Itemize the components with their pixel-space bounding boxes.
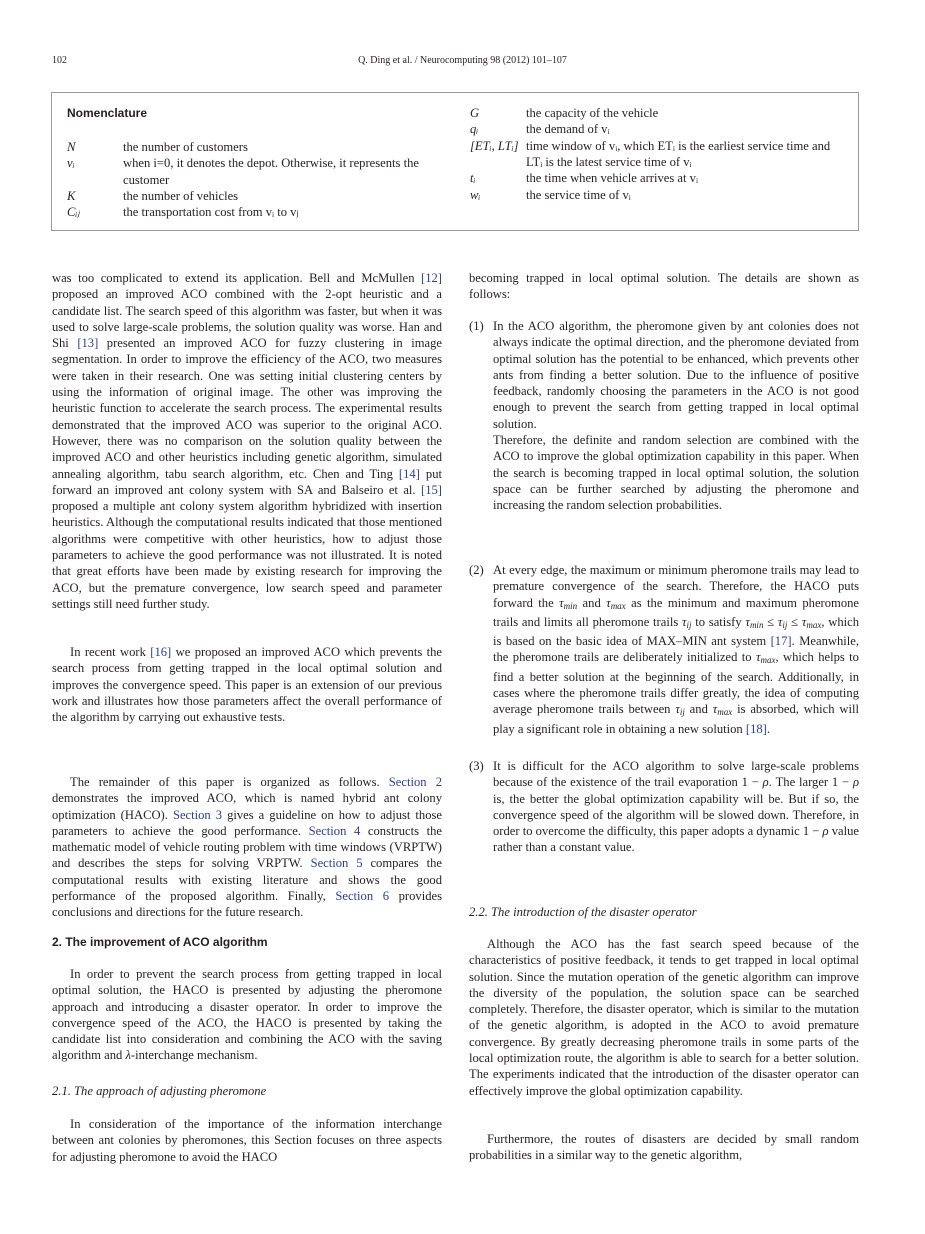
running-title: Q. Ding et al. / Neurocomputing 98 (2012) 101–107 [358, 55, 567, 66]
math-base: τ [777, 614, 783, 629]
text-run: gives a guideline on how to adjust those parameters to achieve the good performance. [52, 807, 443, 838]
reference-link[interactable]: [18] [745, 721, 767, 736]
math-base: ρ [822, 824, 829, 839]
symbol: wᵢ [470, 187, 481, 202]
paragraph [52, 966, 442, 1064]
paragraph [469, 936, 859, 1099]
list-item [469, 318, 859, 514]
math-base: ρ [852, 775, 859, 790]
nomenclature-title: Nomenclature [67, 106, 148, 120]
reference-link[interactable]: [17] [770, 634, 792, 649]
nomenclature-box [51, 92, 859, 231]
text-run: . [766, 721, 771, 736]
reference-link[interactable]: [13] [77, 336, 99, 351]
nomenclature-entry [470, 187, 846, 203]
list-item [469, 562, 859, 737]
math-symbol [745, 615, 763, 629]
text-run: to satisfy [691, 614, 746, 629]
list-number: (3) [469, 759, 484, 773]
reference-link[interactable]: Section 4 [308, 823, 361, 838]
paragraph [52, 774, 442, 921]
text-run: ≤ [763, 614, 778, 629]
reference-link[interactable]: [12] [421, 271, 442, 285]
text-run: It is difficult for the ACO algorithm to solve large-scale problems because of the existence of the trail evaporation 1 − [493, 759, 859, 790]
list-text [493, 758, 859, 856]
reference-link[interactable]: Section 3 [172, 807, 223, 822]
math-base: ρ [762, 775, 769, 790]
math-base: τ [745, 614, 750, 629]
nomenclature-entry [67, 204, 443, 220]
symbol: G [470, 106, 480, 120]
text-run: Although the ACO has the fast search speed because of the characteristics of positive feedback, it tends to get trapped in local optimal solution. Since the mutation operation of the genetic algorithm can improve the diversity of the population, the solution space can be searched completely. Therefore, the disaster operator, which is similar to the mutation of the genetic algorithm, is adopted in the ACO to avoid premature convergence. By greatly decreasing pheromone trails in some parts of the local optimization route, the algorithm is able to search for a better solution. The experiments indicated that the introduction of the disaster operator can effectively improve the global optimization capability. [469, 937, 859, 1098]
symbol: vᵢ [67, 156, 75, 171]
text-run: is absorbed, which will play a significant role in obtaining a new solution [493, 702, 859, 736]
subsection-heading: 2.1. The approach of adjusting pheromone [52, 1084, 267, 1098]
text-run: and [577, 595, 607, 610]
reference-link[interactable]: Section 2 [388, 775, 442, 789]
text-run: constructs the mathematic model of vehicle routing problem with time windows (VRPTW) and describes the steps for solving VRPTW. [52, 823, 442, 871]
paragraph [469, 270, 859, 303]
text-run: In recent work [70, 645, 151, 659]
text-run: , which is based on the basic idea of MAX–MIN ant system [493, 614, 860, 649]
math-symbol [675, 702, 685, 716]
nomenclature-entry [470, 138, 846, 171]
text-run: In the ACO algorithm, the pheromone given by ant colonies does not always indicate the optimal direction, and the pheromone deviated from optimal solution has the potential to be enhanced, which prevents other ants from finding a better solution. Due to the influence of positive feedback, randomly choosing the parameters in the ACO is not good enough to prevent the search from getting trapped in local optimal solution. [493, 319, 859, 431]
text-run: . The larger 1 − [768, 775, 853, 790]
section-heading: 2. The improvement of ACO algorithm [52, 935, 268, 949]
math-base: λ [125, 1048, 131, 1063]
math-subscript: max [717, 707, 733, 718]
definition: the demand of vᵢ [526, 122, 610, 137]
definition: the capacity of the vehicle [526, 106, 659, 120]
text-run: In consideration of the importance of the information interchange between ant colonies by pheromones, this Section focuses on three aspects for adjusting pheromone to avoid the HACO [52, 1117, 442, 1164]
math-base: τ [606, 595, 611, 610]
page-number: 102 [52, 55, 67, 66]
paragraph [52, 644, 442, 725]
text-run: ≤ [787, 614, 802, 629]
nomenclature-entry [470, 170, 846, 186]
paragraph [52, 270, 442, 612]
math-base: τ [675, 702, 680, 717]
paragraph [469, 1131, 859, 1164]
text-run: At every edge, the maximum or minimum pheromone trails may lead to premature convergence of the search. Therefore, the HACO puts forward the [493, 563, 859, 610]
reference-link[interactable]: Section 6 [335, 889, 390, 904]
math-symbol [853, 775, 859, 789]
definition: the service time of vᵢ [526, 187, 631, 202]
nomenclature-entry [67, 155, 443, 188]
subsection-heading: 2.2. The introduction of the disaster operator [469, 905, 697, 919]
math-subscript: max [610, 600, 626, 611]
math-subscript: ij [679, 707, 685, 718]
nomenclature-entry [470, 121, 846, 137]
symbol: N [67, 140, 76, 154]
definition: when i=0, it denotes the depot. Otherwise, it represents the customer [123, 156, 419, 187]
list-item [469, 758, 859, 856]
text-run: value rather than a constant value. [493, 824, 860, 855]
reference-link[interactable]: [14] [398, 466, 420, 481]
math-symbol [802, 615, 822, 629]
math-symbol [559, 596, 577, 610]
text-run: Furthermore, the routes of disasters are decided by small random probabilities in a similar way to the genetic algorithm, [469, 1132, 859, 1163]
nomenclature-entry [67, 188, 443, 204]
list-text [493, 432, 859, 513]
reference-link[interactable]: [15] [421, 482, 442, 497]
math-symbol [606, 596, 626, 610]
reference-link[interactable]: [16] [150, 645, 172, 659]
math-base: τ [559, 595, 564, 610]
text-run: Therefore, the definite and random selection are combined with the ACO to improve the global optimization capability in this paper. When the search is becoming trapped in local optimal solution, the solution space can be further searched by adjusting the pheromone and increasing the random selection probabilities. [493, 433, 859, 513]
math-base: τ [755, 650, 761, 665]
paragraph [52, 1116, 442, 1165]
definition: the number of vehicles [123, 188, 239, 203]
text-run: proposed an improved ACO combined with the 2-opt heuristic and a candidate list. The search speed of this algorithm was faster, but when it was used to solve large-scale problems, the solution quality was worse. Han and Shi [52, 287, 442, 351]
symbol: K [67, 188, 76, 203]
text-run: as the minimum and maximum pheromone trails and limits all pheromone trails [493, 595, 860, 629]
math-base: τ [712, 702, 718, 717]
math-symbol [756, 650, 776, 664]
math-base: τ [681, 614, 687, 629]
math-subscript: min [563, 600, 578, 611]
math-base: τ [801, 614, 807, 629]
text-run: In order to prevent the search process from getting trapped in local optimal solution, the HACO is presented by adjusting the pheromone approach and introducing a disaster operator. In order to improve the convergence speed of the ACO, the HACO is presented by taking the candidate list into consideration and combining the ACO with the saving algorithm and [52, 967, 442, 1063]
nomenclature-entry [470, 105, 846, 121]
text-run: demonstrates the improved ACO, which is named hybrid ant colony optimization (HACO). [52, 791, 442, 822]
math-symbol [778, 615, 788, 629]
text-run: we proposed an improved ACO which prevents the search process from getting trapped in the local optimal solution and improves the convergence speed. This paper is an extension of our previous work and illustrates how those parameters affect the overall performance of the algorithm by carrying out exhaustive tests. [52, 645, 442, 725]
definition: the number of customers [123, 140, 248, 154]
definition: time window of vᵢ, which ETᵢ is the earliest service time and LTᵢ is the latest service time of vᵢ [526, 138, 831, 169]
list-number: (2) [469, 563, 484, 577]
nomenclature-entry [67, 139, 443, 155]
symbol: qᵢ [470, 122, 479, 137]
text-run: proposed a multiple ant colony system algorithm hybridized with insertion heuristics. Although the computational results indicated that those mentioned algorithms were competitive with other heuristics, how to adjust those parameters to achieve the good performance was not illustrated. It is noted that great efforts have been made by existing research for improving the ACO, but the premature convergence, low search speed and parameter settings still need further study. [52, 499, 442, 611]
math-subscript: max [760, 655, 776, 666]
text-run: , which helps to find a better solution at the beginning of the search. Additionally, in cases where the pheromone trails differ greatly, the idea of computing average pheromone trails between [493, 650, 859, 717]
definition: the time when vehicle arrives at vᵢ [526, 171, 699, 186]
text-run: The remainder of this paper is organized as follows. [70, 775, 389, 789]
text-run: put forward an improved ant colony system with SA and Balseiro et al. [52, 466, 443, 497]
math-symbol [713, 702, 733, 716]
math-subscript: ij [686, 619, 692, 630]
math-subscript: max [806, 619, 822, 630]
text-run: provides conclusions and directions for the future research. [52, 889, 442, 920]
math-subscript: min [749, 619, 764, 630]
text-run: and [684, 702, 713, 717]
list-text [493, 318, 859, 432]
text-run: was too complicated to extend its application. Bell and McMullen [52, 271, 422, 285]
text-run: presented an improved ACO for fuzzy clustering in image segmentation. In order to improve the efficiency of the ACO, two measures were taken in their research. One was setting initial clustering centers by using the information of original image. The other was improving the heuristic function to accelerate the search process. The experimental results demonstrated that the improved ACO was superior to the original ACO. However, there was no comparison on the solution quality between the improved ACO and other heuristics including genetic algorithm, simulated annealing algorithm, tabu search algorithm, etc. Chen and Ting [52, 336, 442, 481]
text-run: . Meanwhile, the pheromone trails are deliberately initialized to [493, 634, 859, 665]
symbol: Cᵢⱼ [67, 205, 80, 220]
text-run: is, the better the global optimization capability will be. But if so, the convergence speed of the algorithm will be slowed down. Therefore, in order to overcome the difficulty, this paper adopts a dynamic 1 − [493, 791, 859, 839]
symbol: tᵢ [470, 171, 476, 186]
list-number: (1) [469, 319, 484, 333]
list-text [493, 562, 859, 737]
symbol: [ETᵢ, LTᵢ] [470, 138, 519, 153]
text-run: becoming trapped in local optimal solution. The details are shown as follows: [469, 271, 859, 302]
text-run: -interchange mechanism. [130, 1048, 258, 1063]
definition: the transportation cost from vᵢ to vⱼ [123, 205, 299, 220]
reference-link[interactable]: Section 5 [310, 856, 363, 871]
math-subscript: ij [782, 619, 788, 630]
math-symbol [682, 615, 692, 629]
text-run: compares the computational results with existing literature and shows the good performance of the proposed algorithm. Finally, [52, 856, 442, 904]
